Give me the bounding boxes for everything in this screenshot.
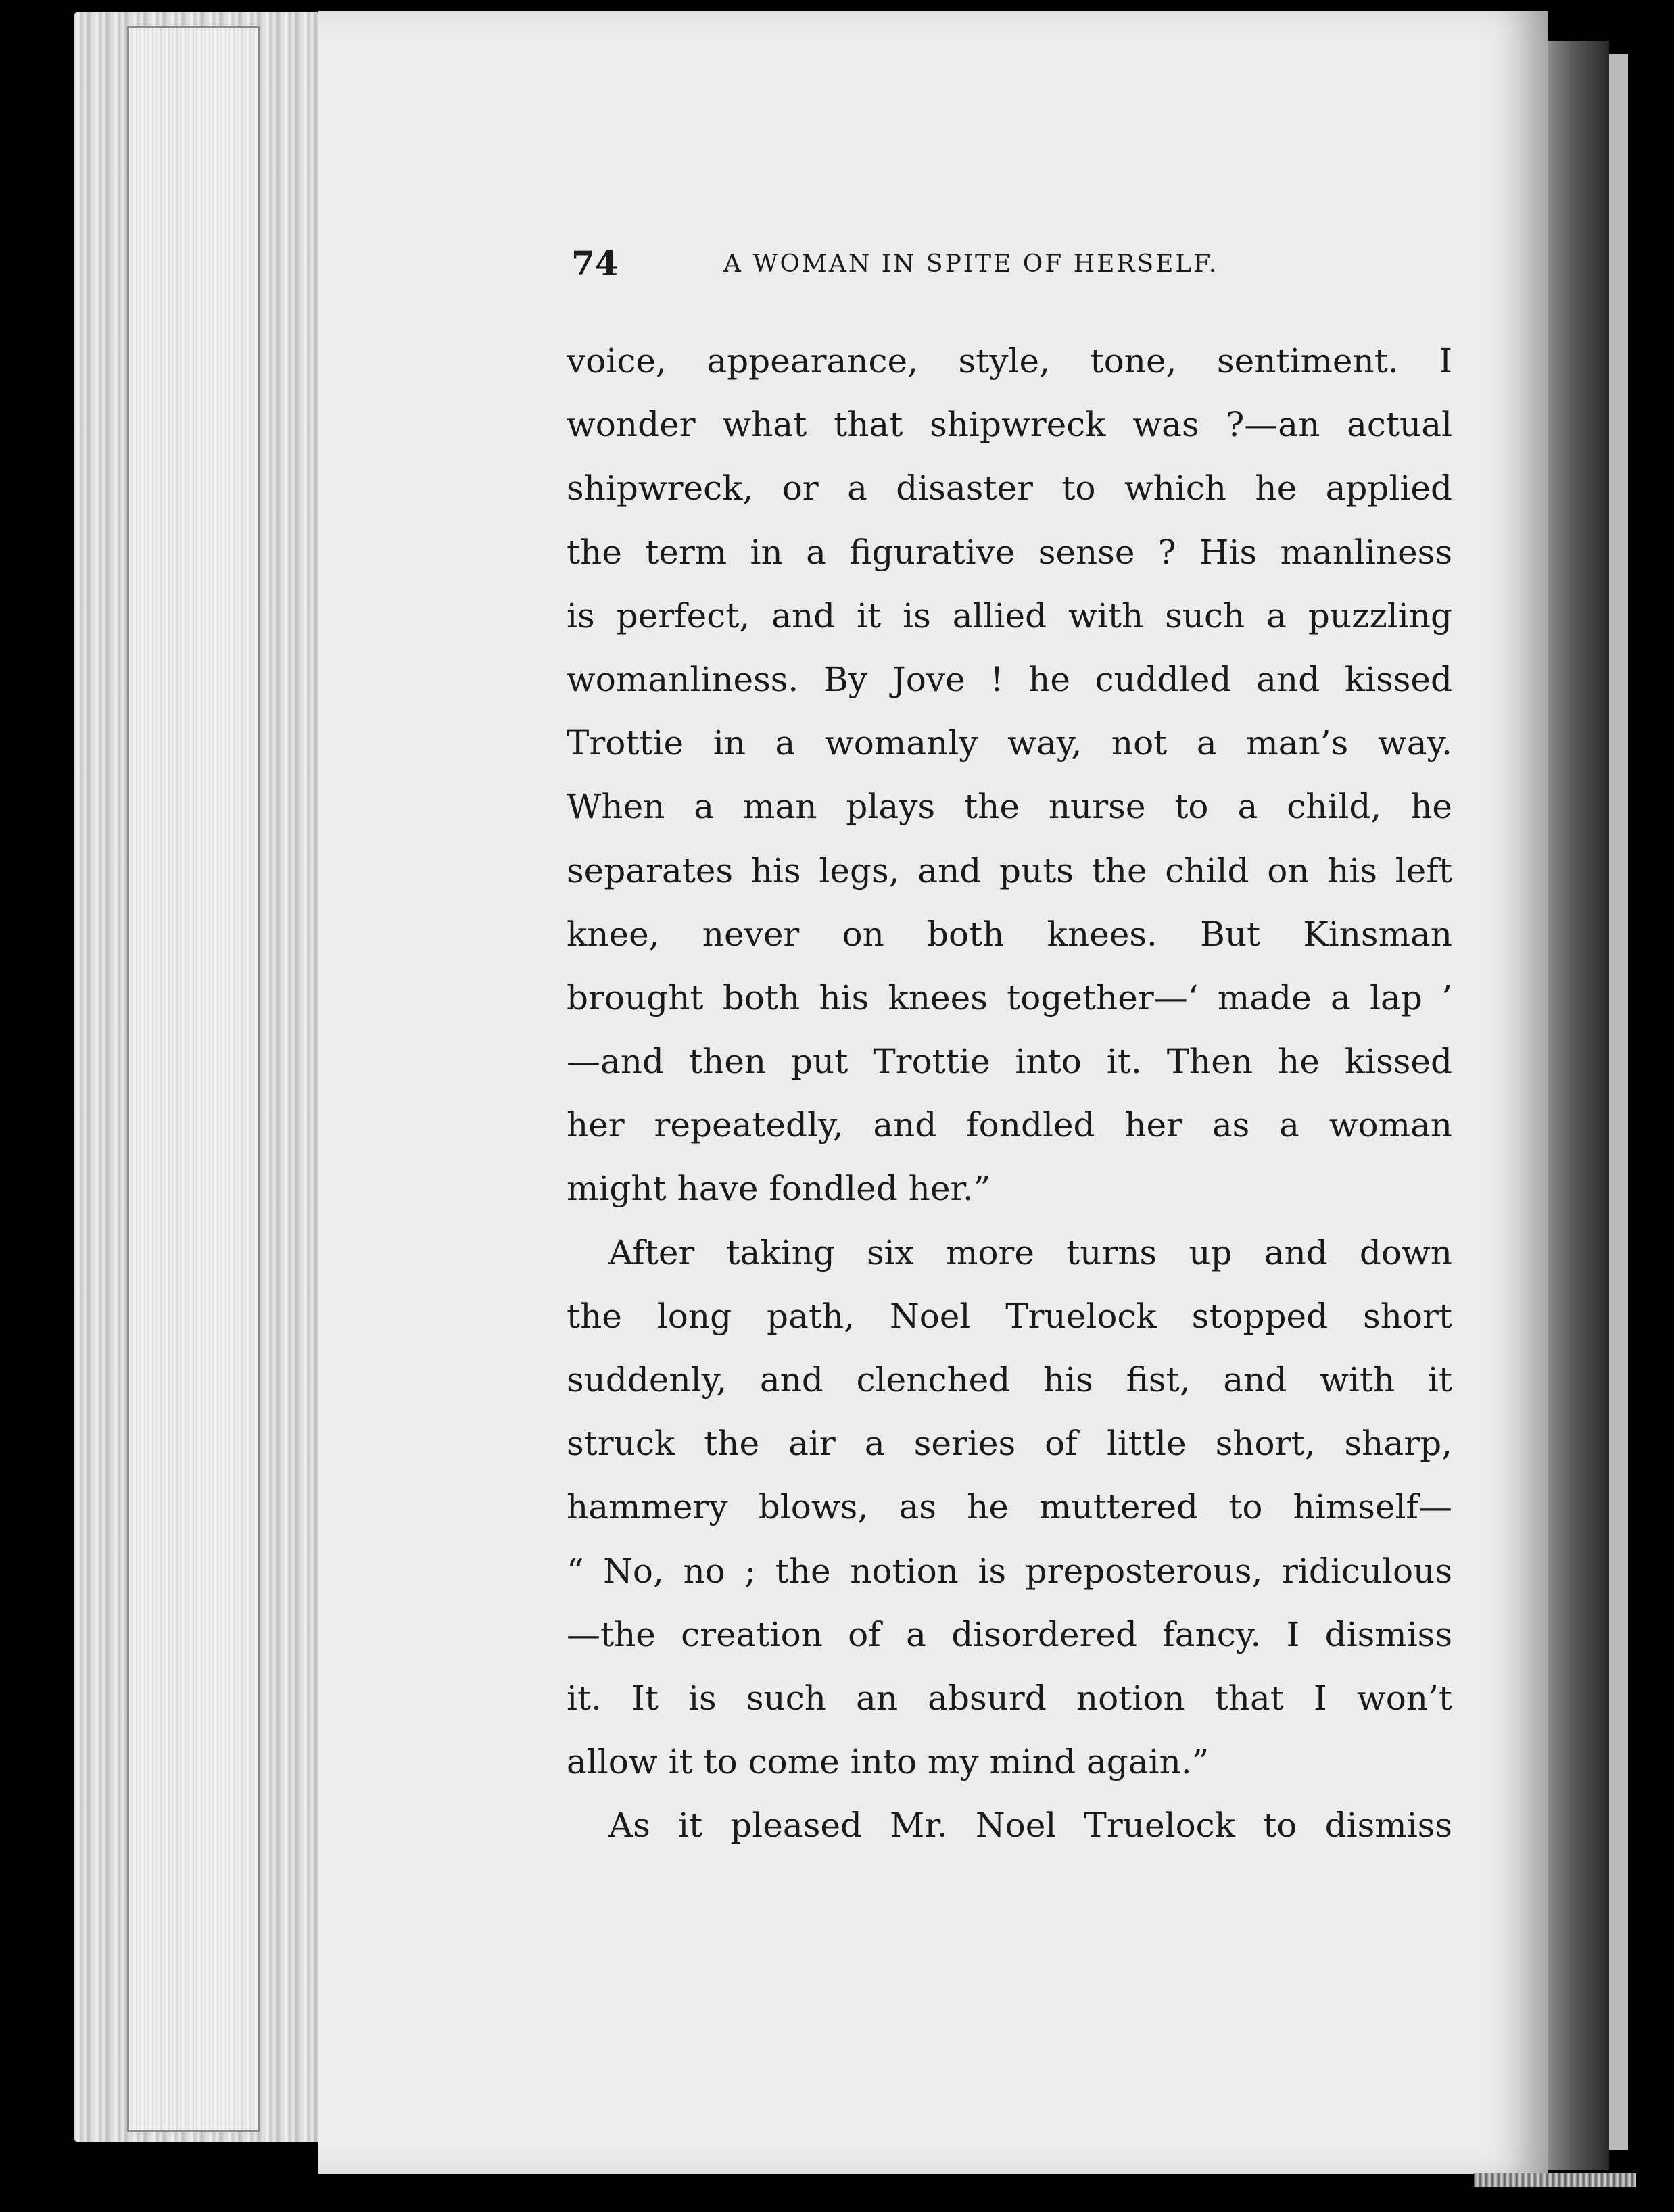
text-line: shipwreck, or a disaster to which he applied [567,468,1452,508]
text-line: it. It is such an absurd notion that I won’t [567,1678,1452,1718]
text-line: voice, appearance, style, tone, sentiment. I [567,341,1452,381]
text-line: the long path, Noel Truelock stopped short [567,1296,1452,1336]
text-line: the term in a figurative sense ? His manliness [567,532,1452,572]
text-line: hammery blows, as he muttered to himself— [567,1487,1452,1527]
body-text [567,329,1452,1858]
text-line: suddenly, and clenched his fist, and with it [567,1360,1452,1399]
running-title: A WOMAN IN SPITE OF HERSELF. [723,250,1219,278]
text-line: —and then put Trottie into it. Then he kissed [567,1042,1452,1082]
text-line: allow it to come into my mind again.” [567,1742,1210,1782]
text-line: knee, never on both knees. But Kinsman [567,914,1452,954]
facing-page-edge [1609,54,1628,2150]
text-line: womanliness. By Jove ! he cuddled and kissed [567,659,1452,699]
book-page-edges-inner [127,26,260,2132]
text-line: is perfect, and it is allied with such a puzzling [567,596,1452,635]
text-line: might have fondled her.” [567,1169,991,1209]
text-line: brought both his knees together—‘ made a lap ’ [567,978,1452,1017]
book-page-edges [74,12,325,2142]
text-line: her repeatedly, and fondled her as a woman [567,1105,1452,1145]
running-header [571,243,1450,291]
text-line: As it pleased Mr. Noel Truelock to dismiss [608,1806,1452,1846]
text-line: After taking six more turns up and down [608,1232,1452,1272]
text-line: wonder what that shipwreck was ?—an actual [567,405,1452,445]
book-bottom-edge [1474,2173,1636,2187]
page-number: 74 [571,243,619,283]
text-line: struck the air a series of little short, sharp, [567,1424,1452,1464]
text-line: separates his legs, and puts the child on his left [567,850,1452,890]
book-gutter-shadow [1548,41,1609,2170]
text-line: Trottie in a womanly way, not a man’s way. [567,723,1452,763]
text-line: —the creation of a disordered fancy. I dismiss [567,1614,1452,1654]
text-line: “ No, no ; the notion is preposterous, ridiculous [567,1551,1452,1591]
text-line: When a man plays the nurse to a child, he [567,787,1452,827]
